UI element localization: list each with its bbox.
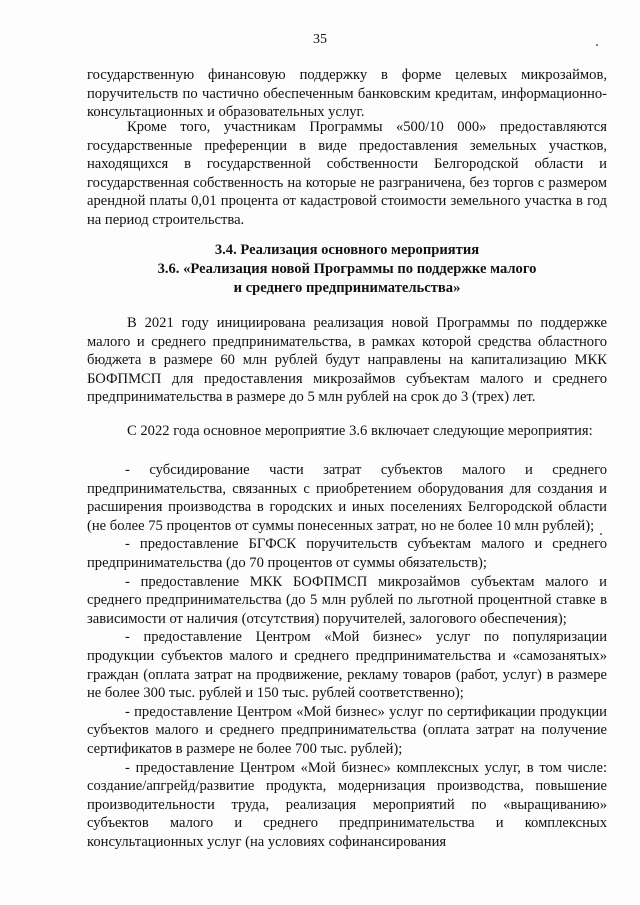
scan-speck	[596, 44, 598, 46]
list-item: - предоставление МКК БОФПМСП микрозаймов субъектам малого и среднего предпринимательства (до 5 млн рублей по льготной процентной ставке в зависимости от наличия (отсутствия) поручителей, залогового обеспечения);	[87, 573, 607, 627]
list-item: - предоставление Центром «Мой бизнес» комплексных услуг, в том числе: создание/апгрейд/развитие продукта, модернизация производства, повышение производительности труда, реализация мероприятий по «выращиванию» субъектов малого и среднего предпринимательства и комплексных консультационных услуг (на условиях софинансирования	[87, 759, 607, 850]
paragraph: государственную финансовую поддержку в форме целевых микрозаймов, поручительств по частично обеспеченным банковским кредитам, информационно-консультационных и образовательных услуг.	[87, 67, 607, 121]
list-item: - предоставление БГФСК поручительств субъектам малого и среднего предпринимательства (до 70 процентов от суммы обязательств);	[87, 536, 607, 571]
list-item: - субсидирование части затрат субъектов малого и среднего предпринимательства, связанных с приобретением оборудования для создания и расширения производства в городских и иных поселениях Белгородской области (не более 75 процентов от суммы понесенных затрат, но не более 10 млн рублей);	[87, 462, 607, 534]
measures-list	[87, 461, 607, 851]
list-item: - предоставление Центром «Мой бизнес» услуг по популяризации продукции субъектов малого и среднего предпринимательства и «самозанятых» граждан (оплата затрат на продвижение, рекламу товаров (работ, услуг) в размере не более 300 тыс. рублей и 150 тыс. рублей соответственно);	[87, 629, 607, 702]
paragraph: Кроме того, участникам Программы «500/10 000» предоставляются государственные преференции в виде предоставления земельных участков, находящихся в государственной собственности Белгородской области и государственная собственность на которые не разграничена, без торгов с размером арендной платы 0,01 процента от кадастровой стоимости земельного участка в год на период строительства.	[87, 119, 607, 228]
paragraph: В 2021 году инициирована реализация новой Программы по поддержке малого и среднего предпринимательства, в рамках которой средства областного бюджета в размере 60 млн рублей будут направлены на капитализацию МКК БОФПМСП для предоставления микрозаймов субъектам малого и среднего предпринимательства в размере до 5 млн рублей на срок до 3 (трех) лет.	[87, 315, 607, 406]
paragraph-preferences	[87, 118, 607, 230]
scan-speck	[600, 533, 602, 535]
paragraph-continuation	[87, 66, 607, 122]
paragraph: С 2022 года основное мероприятие 3.6 включает следующие мероприятия:	[127, 423, 593, 439]
heading-line: 3.4. Реализация основного мероприятия	[214, 242, 480, 258]
section-heading	[87, 241, 607, 297]
heading-line: 3.6. «Реализация новой Программы по поддержке малого	[157, 260, 537, 277]
list-item: - предоставление Центром «Мой бизнес» услуг по сертификации продукции субъектов малого и среднего предпринимательства (оплата затрат на получение сертификатов в размере не более 700 тыс. рублей);	[87, 703, 607, 757]
heading-line: и среднего предпринимательства»	[233, 279, 461, 296]
paragraph-program-2021	[87, 314, 607, 407]
page-number: 35	[313, 32, 327, 47]
paragraph-since-2022	[87, 422, 607, 441]
